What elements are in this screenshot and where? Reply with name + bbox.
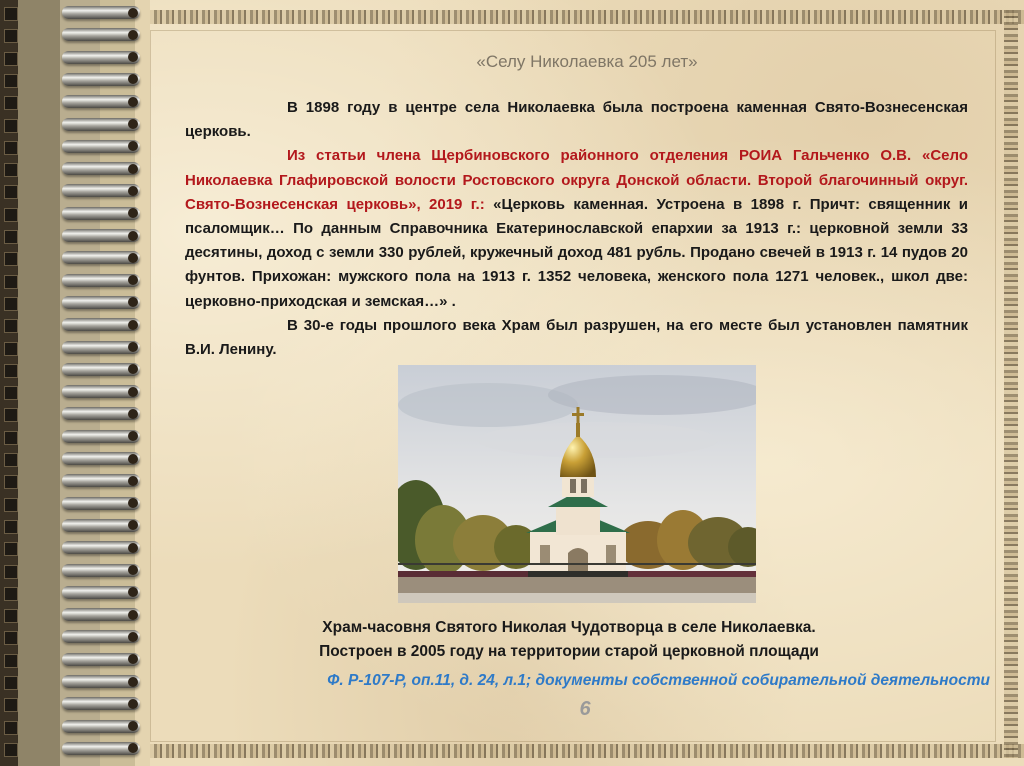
- binding-square: [4, 364, 18, 378]
- page-number: 6: [579, 698, 591, 720]
- caption-line-1: Храм-часовня Святого Николая Чудотворца в селе Николаевка.: [322, 619, 816, 636]
- binding-square: [4, 676, 18, 690]
- binding-square: [4, 7, 18, 21]
- photo-caption: [150, 616, 988, 664]
- binding-square: [4, 520, 18, 534]
- binding-square: [4, 386, 18, 400]
- binding-square: [4, 542, 18, 556]
- binding-hole: [128, 543, 138, 553]
- binding-square: [4, 698, 18, 712]
- binding-hole: [128, 8, 138, 18]
- binding-square: [4, 565, 18, 579]
- binding-square: [4, 587, 18, 601]
- caption-line-2: Построен в 2005 году на территории старой церковной площади: [319, 643, 819, 660]
- article-quote: «Церковь каменная. Устроена в 1898 г. Причт: священник и псаломщик… По данным Справочника Екатеринославской епархии за 1913 г.: церковной земли 33 десятины, доход с земли 330 рублей, кружечный доход 481 рубль. Продано свечей в 1913 г. 14 пудов 20 фунтов. Прихожан: мужского пола на 1913 г. 1352 человека, женского пола 1271 человек., школ две: церковно-приходская и земская…» .: [185, 195, 968, 310]
- binding-square: [4, 319, 18, 333]
- paragraph-2: [185, 144, 968, 313]
- binding-square: [4, 230, 18, 244]
- main-text: [185, 96, 968, 362]
- binding-square: [4, 654, 18, 668]
- binding-hole: [128, 119, 138, 129]
- binding-hole: [128, 253, 138, 263]
- chapel-photo: [398, 365, 756, 603]
- frame-border-bottom: [130, 744, 1024, 758]
- binding-square: [4, 297, 18, 311]
- binding-hole: [128, 342, 138, 352]
- binding-hole: [128, 610, 138, 620]
- binding-square: [4, 743, 18, 757]
- binding-square: [4, 408, 18, 422]
- binding-hole: [128, 699, 138, 709]
- binding-hole: [128, 387, 138, 397]
- binding-hole: [128, 677, 138, 687]
- binding-square: [4, 185, 18, 199]
- binding-square: [4, 74, 18, 88]
- binding-hole: [128, 231, 138, 241]
- binding-square: [4, 208, 18, 222]
- binding-hole: [128, 454, 138, 464]
- binding-square: [4, 96, 18, 110]
- binding-square: [4, 275, 18, 289]
- binding-square: [4, 342, 18, 356]
- binding-hole: [128, 97, 138, 107]
- binding-square: [4, 498, 18, 512]
- archive-source: Ф. Р-107-Р, оп.11, д. 24, л.1; документы собственной собирательной деятельности: [327, 672, 990, 689]
- binding-square: [4, 52, 18, 66]
- binding-hole: [128, 476, 138, 486]
- binding-hole: [128, 320, 138, 330]
- article-reference: Из статьи члена Щербиновского районного отделения РОИА Гальченко О.В. «Село Николаевка Глафировской волости Ростовского округа Донской области. Второй благочинный округ. Свято-Вознесенская церковь», 2019 г.:: [185, 147, 968, 213]
- binding-square: [4, 475, 18, 489]
- paragraph-1-text: В 1898 году в центре села Николаевка была построена каменная Свято-Вознесенская церковь.: [185, 99, 968, 141]
- binding-square: [4, 141, 18, 155]
- binding-square: [4, 431, 18, 445]
- frame-border-right: [1004, 10, 1018, 758]
- binding-square: [4, 252, 18, 266]
- binding-square: [4, 119, 18, 133]
- binding-hole: [128, 409, 138, 419]
- page-title: «Селу Николаевка 205 лет»: [476, 52, 698, 71]
- spiral-binding-icon: [0, 0, 150, 766]
- binding-square: [4, 453, 18, 467]
- binding-square: [4, 163, 18, 177]
- binding-hole: [128, 565, 138, 575]
- paragraph-3-text: В 30-е годы прошлого века Храм был разрушен, на его месте был установлен памятник В.И. Ленину.: [185, 316, 968, 359]
- paragraph-3: [185, 314, 968, 362]
- binding-hole: [128, 186, 138, 196]
- paragraph-1: [185, 96, 968, 144]
- frame-border-top: [130, 10, 1024, 24]
- binding-hole: [128, 632, 138, 642]
- binding-square: [4, 29, 18, 43]
- binding-square: [4, 631, 18, 645]
- binding-square: [4, 609, 18, 623]
- binding-hole: [128, 30, 138, 40]
- chapel-photo-illustration: [398, 365, 756, 603]
- binding-square: [4, 721, 18, 735]
- binding-hole: [128, 164, 138, 174]
